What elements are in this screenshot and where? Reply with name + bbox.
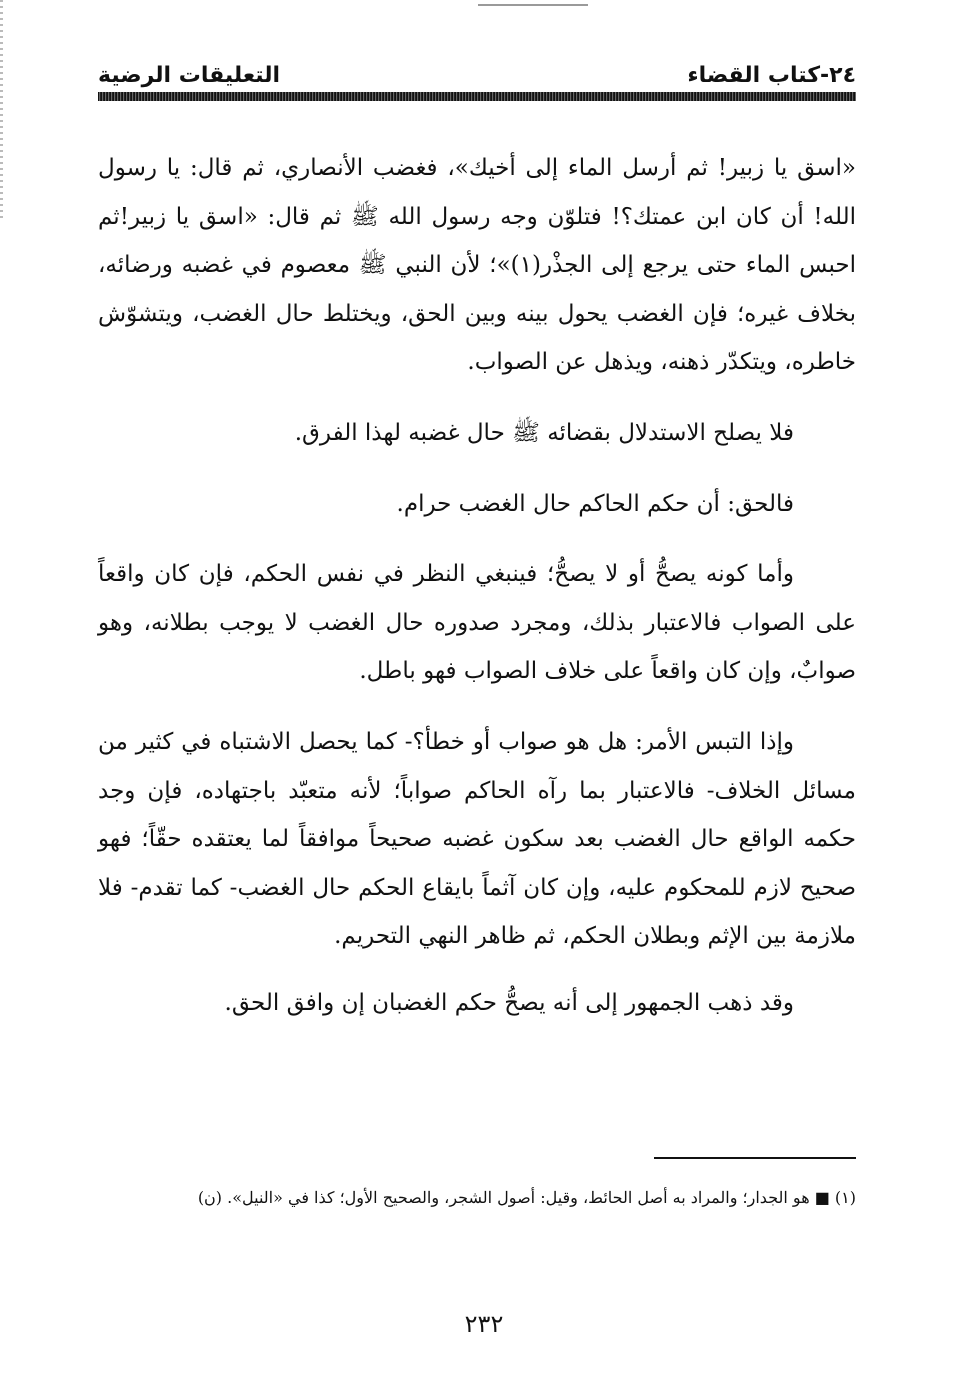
chapter-title: ٢٤-كتاب القضاء (687, 63, 856, 88)
paragraph: وقد ذهب الجمهور إلى أنه يصحُّ حكم الغضبان إن وافق الحق. (224, 989, 794, 1016)
paragraph: وإذا التبس الأمر: هل هو صواب أو خطأ؟- كما يحصل الاشتباه في كثير من مسائل الخلاف- فالاعتبار بما رآه الحاكم صواباً؛ لأنه متعبّد باجتهاده، فإن وجد حكمه الواقع حال الغضب بعد سكون غضبه صحيحاً موافقاً لما يعتقده حقّاً؛ فهو صحيح لازم للمحكوم عليه، وإن كان آثماً بايقاع الحكم حال الغضب- كما تقدم- فلا ملازمة بين الإثم وبطلان الحكم، ثم ظاهر النهي التحريم. (98, 728, 856, 950)
scan-edge-mark (0, 0, 3, 220)
body-text (98, 144, 856, 1028)
paragraph: وأما كونه يصحُّ أو لا يصحُّ؛ فينبغي النظر في نفس الحكم، فإن كان واقعاً على الصواب فالاعتبار بذلك، ومجرد صدوره حال الغضب لا يوجب بطلانه، وهو صوابٌ، وإن كان واقعاً على خلاف الصواب فهو باطل. (98, 561, 856, 685)
page-number: ٢٣٢ (464, 1310, 504, 1338)
footnote: (١) ■ هو الجدار؛ والمراد به أصل الحائط، وقيل: أصول الشجر، والصحيح الأول؛ كذا في «النيل». (ن) (197, 1188, 856, 1207)
book-title: التعليقات الرضية (98, 63, 281, 88)
paragraph: فالحق: أن حكم الحاكم حال الغضب حرام. (396, 490, 794, 517)
paragraph: «اسق يا زبير! ثم أرسل الماء إلى أخيك»، فغضب الأنصاري، ثم قال: يا رسول الله! أن كان ابن عمتك؟! فتلوّن وجه رسول الله ﷺ ثم قال: «اسق يا زبير!ثم احبس الماء حتى يرجع إلى الجذْر(١)»؛ لأن النبي ﷺ معصوم في غضبه ورضائه، بخلاف غيره؛ فإن الغضب يحول بينه وبين الحق، ويختلط حال الغضب، ويتشوّش خاطره، ويتكدّر ذهنه، ويذهل عن الصواب. (98, 155, 856, 376)
header-rule (98, 92, 856, 101)
footnote-rule (654, 1157, 856, 1159)
running-header (98, 52, 856, 88)
top-edge-mark (478, 4, 588, 6)
paragraph: فلا يصلح الاستدلال بقضائه ﷺ حال غضبه لهذا الفرق. (294, 419, 794, 446)
